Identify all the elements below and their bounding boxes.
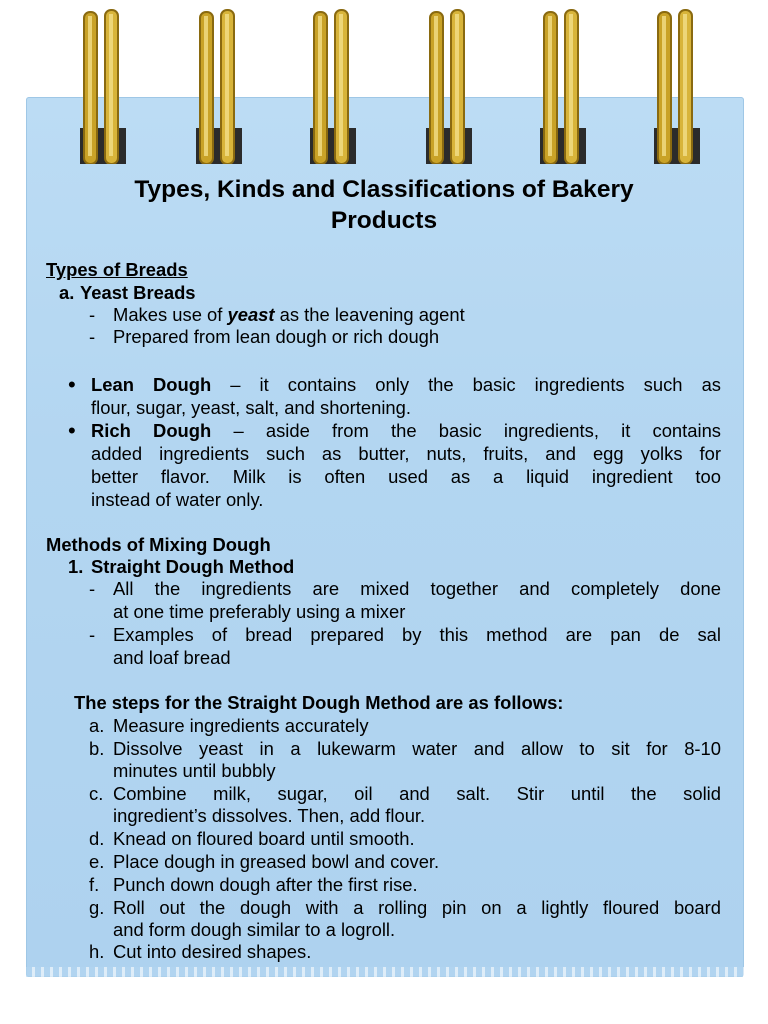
- subsection-label: 1.: [68, 556, 84, 577]
- definition-line: flour, sugar, yeast, salt, and shortening.: [91, 397, 411, 418]
- subsection-heading-straight-dough: Straight Dough Method: [91, 556, 295, 577]
- step-text: Punch down dough after the first rise.: [113, 874, 418, 895]
- step-label: d.: [89, 828, 105, 849]
- list-item: Makes use of yeast as the leavening agent: [113, 304, 465, 325]
- dash-marker: -: [89, 578, 96, 599]
- list-item: Prepared from lean dough or rich dough: [113, 326, 440, 347]
- step-text: Cut into desired shapes.: [113, 941, 312, 962]
- list-item-continuation: and loaf bread: [113, 647, 231, 668]
- definition-line: instead of water only.: [91, 489, 264, 510]
- step-label: e.: [89, 851, 105, 872]
- definition-rich-dough: Rich Dough – aside from the basic ingredients, it contains: [91, 420, 721, 441]
- title-line: Products: [330, 207, 438, 234]
- definition-line: better flavor. Milk is often used as a liquid ingredient too: [91, 466, 721, 487]
- list-item: Examples of bread prepared by this method are pan de sal: [113, 624, 721, 645]
- subsection-heading-yeast-breads: Yeast Breads: [80, 282, 196, 303]
- list-item-continuation: at one time preferably using a mixer: [113, 601, 406, 622]
- step-label: g.: [89, 897, 105, 918]
- spiral-ring-icon: [308, 8, 358, 164]
- spiral-ring-icon: [424, 8, 474, 164]
- spiral-ring-icon: [194, 8, 244, 164]
- step-label: c.: [89, 783, 104, 804]
- spiral-ring-icon: [652, 8, 702, 164]
- step-text: Knead on floured board until smooth.: [113, 828, 415, 849]
- step-text: Dissolve yeast in a lukewarm water and allow to sit for 8-10: [113, 738, 721, 759]
- subsection-label: a.: [59, 282, 75, 303]
- step-text-continuation: ingredient’s dissolves. Then, add flour.: [113, 805, 426, 826]
- page-title: [60, 174, 708, 236]
- step-label: h.: [89, 941, 105, 962]
- dash-marker: -: [89, 624, 96, 645]
- definition-lean-dough: Lean Dough – it contains only the basic ingredients such as: [91, 374, 721, 395]
- bullet-marker: •: [68, 418, 76, 443]
- bullet-marker: •: [68, 372, 76, 397]
- step-text: Roll out the dough with a rolling pin on a lightly floured board: [113, 897, 721, 918]
- dash-marker: -: [89, 304, 96, 325]
- definition-line: added ingredients such as butter, nuts, fruits, and egg yolks for: [91, 443, 721, 464]
- spiral-ring-icon: [78, 8, 128, 164]
- step-text-continuation: and form dough similar to a logroll.: [113, 919, 396, 940]
- step-label: a.: [89, 715, 105, 736]
- list-item: All the ingredients are mixed together and completely done: [113, 578, 721, 599]
- spiral-ring-icon: [538, 8, 588, 164]
- step-text: Place dough in greased bowl and cover.: [113, 851, 440, 872]
- title-line: Types, Kinds and Classifications of Bakery: [134, 176, 634, 203]
- section-heading-methods: Methods of Mixing Dough: [46, 534, 271, 555]
- step-label: b.: [89, 738, 105, 759]
- step-text-continuation: minutes until bubbly: [113, 760, 276, 781]
- step-text: Combine milk, sugar, oil and salt. Stir until the solid: [113, 783, 721, 804]
- step-text: Measure ingredients accurately: [113, 715, 369, 736]
- dash-marker: -: [89, 326, 96, 347]
- steps-heading: The steps for the Straight Dough Method are as follows:: [74, 692, 564, 713]
- step-label: f.: [89, 874, 100, 895]
- section-heading-types-of-breads: Types of Breads: [46, 259, 188, 280]
